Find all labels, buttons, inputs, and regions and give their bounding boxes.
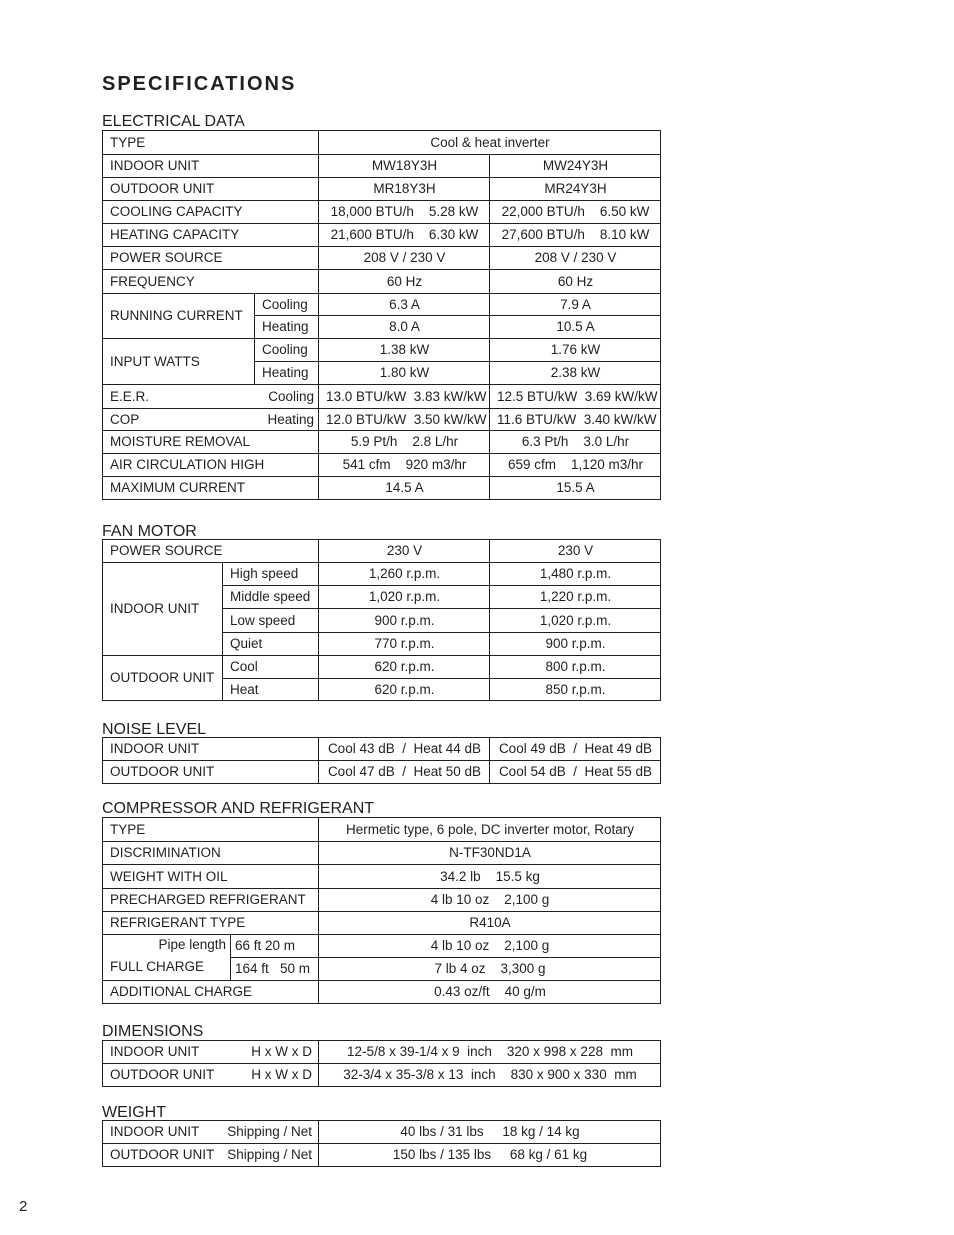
section-title-weight: WEIGHT: [102, 1104, 166, 1121]
value-model-a: 620 r.p.m.: [319, 656, 490, 679]
row-label: POWER SOURCE: [103, 247, 319, 270]
mode-label: Heating: [255, 409, 319, 431]
row-value: 32-3/4 x 35-3/8 x 13 inch 830 x 900 x 330 mm: [319, 1064, 661, 1087]
table-row: [103, 294, 661, 316]
sub-label: Quiet: [223, 633, 319, 656]
row-value: 4 lb 10 oz 2,100 g: [319, 935, 661, 958]
fan-motor-table: [102, 539, 661, 701]
table-row: [103, 270, 661, 294]
value-model-b: 1,220 r.p.m.: [490, 586, 661, 609]
sub-label: Heating: [255, 362, 319, 385]
section-title-compressor: COMPRESSOR AND REFRIGERANT: [102, 800, 375, 817]
value-model-b: 7.9 A: [490, 294, 661, 316]
value-model-a: Cool 47 dB / Heat 50 dB: [319, 761, 490, 784]
value-model-a: 230 V: [319, 540, 490, 563]
value-model-a: 1.38 kW: [319, 339, 490, 362]
value-model-b: 15.5 A: [490, 477, 661, 500]
value-model-b: 2.38 kW: [490, 362, 661, 385]
sub-label: Heat: [223, 679, 319, 701]
pipe-length-value: 164 ft 50 m: [231, 958, 319, 981]
mode-label: Cooling: [255, 385, 319, 409]
table-row: [103, 563, 661, 586]
value-model-a: 60 Hz: [319, 270, 490, 294]
table-row: [103, 889, 661, 912]
value-model-b: 1,020 r.p.m.: [490, 609, 661, 633]
row-label: MOISTURE REMOVAL: [103, 431, 319, 454]
row-label: [103, 1064, 319, 1087]
value-model-b: 1.76 kW: [490, 339, 661, 362]
value-model-b: 60 Hz: [490, 270, 661, 294]
sub-label: Low speed: [223, 609, 319, 633]
page-title: SPECIFICATIONS: [102, 73, 297, 95]
row-value: 150 lbs / 135 lbs 68 kg / 61 kg: [319, 1144, 661, 1167]
value-model-b: 900 r.p.m.: [490, 633, 661, 656]
value-model-a: 13.0 BTU/kW 3.83 kW/kW: [319, 385, 490, 409]
row-label: AIR CIRCULATION HIGH: [103, 454, 319, 477]
row-label: COP: [103, 409, 255, 431]
value-model-a: 5.9 Pt/h 2.8 L/hr: [319, 431, 490, 454]
value-model-b: 10.5 A: [490, 316, 661, 339]
value-model-b: 22,000 BTU/h 6.50 kW: [490, 201, 661, 224]
full-charge-label: FULL CHARGE: [110, 959, 205, 974]
row-value: R410A: [319, 912, 661, 935]
row-label: [103, 1041, 319, 1064]
value-model-b: MW24Y3H: [490, 155, 661, 178]
row-value: 40 lbs / 31 lbs 18 kg / 14 kg: [319, 1121, 661, 1144]
table-row: [103, 339, 661, 362]
table-row: [103, 865, 661, 889]
table-row: [103, 201, 661, 224]
table-row: [103, 1144, 661, 1167]
pipe-length-value: 66 ft 20 m: [231, 935, 319, 958]
row-label: TYPE: [103, 818, 319, 842]
table-row: [103, 656, 661, 679]
value-model-a: 8.0 A: [319, 316, 490, 339]
value-model-a: MW18Y3H: [319, 155, 490, 178]
weight-table: [102, 1120, 661, 1167]
value-model-a: MR18Y3H: [319, 178, 490, 201]
row-label: RUNNING CURRENT: [103, 294, 255, 339]
section-title-electrical: ELECTRICAL DATA: [102, 113, 245, 130]
dimensions-table: [102, 1040, 661, 1087]
table-row: [103, 224, 661, 247]
table-row: [103, 935, 661, 958]
noise-level-table: [102, 737, 661, 784]
table-row: [103, 155, 661, 178]
value-model-a: 1.80 kW: [319, 362, 490, 385]
unit-label: OUTDOOR UNIT: [110, 1067, 215, 1082]
row-value: 0.43 oz/ft 40 g/m: [319, 981, 661, 1004]
section-title-dimensions: DIMENSIONS: [102, 1023, 204, 1040]
row-label: WEIGHT WITH OIL: [103, 865, 319, 889]
table-row: [103, 1121, 661, 1144]
table-row: [103, 1064, 661, 1087]
value-model-a: 541 cfm 920 m3/hr: [319, 454, 490, 477]
row-value: N-TF30ND1A: [319, 842, 661, 865]
value-model-b: 12.5 BTU/kW 3.69 kW/kW: [490, 385, 661, 409]
value-model-a: Cool 43 dB / Heat 44 dB: [319, 738, 490, 761]
hwd-label: H x W x D: [251, 1067, 312, 1082]
table-row: [103, 912, 661, 935]
hwd-label: H x W x D: [251, 1044, 312, 1059]
value-model-a: 208 V / 230 V: [319, 247, 490, 270]
value-model-a: 6.3 A: [319, 294, 490, 316]
table-row: [103, 385, 661, 409]
value-model-a: 770 r.p.m.: [319, 633, 490, 656]
unit-label: OUTDOOR UNIT: [110, 1147, 215, 1162]
shipping-net-label: Shipping / Net: [227, 1124, 312, 1139]
table-row: [103, 247, 661, 270]
table-row: [103, 431, 661, 454]
pipe-length-label: Pipe length: [158, 937, 226, 952]
table-row: [103, 1041, 661, 1064]
value-model-b: 230 V: [490, 540, 661, 563]
value-model-a: 21,600 BTU/h 6.30 kW: [319, 224, 490, 247]
full-charge-label-cell: [103, 935, 231, 981]
row-label: TYPE: [103, 131, 319, 155]
value-model-a: 12.0 BTU/kW 3.50 kW/kW: [319, 409, 490, 431]
row-label: PRECHARGED REFRIGERANT: [103, 889, 319, 912]
row-label: [103, 1121, 319, 1144]
row-label: ADDITIONAL CHARGE: [103, 981, 319, 1004]
table-row: [103, 409, 661, 431]
shipping-net-label: Shipping / Net: [227, 1147, 312, 1162]
row-label: [103, 1144, 319, 1167]
table-row: [103, 131, 661, 155]
value-model-b: MR24Y3H: [490, 178, 661, 201]
sub-label: Heating: [255, 316, 319, 339]
table-row: [103, 454, 661, 477]
sub-label: Cooling: [255, 294, 319, 316]
value-model-b: Cool 54 dB / Heat 55 dB: [490, 761, 661, 784]
row-label: DISCRIMINATION: [103, 842, 319, 865]
page-number: 2: [19, 1198, 28, 1215]
value-model-b: 1,480 r.p.m.: [490, 563, 661, 586]
row-label: MAXIMUM CURRENT: [103, 477, 319, 500]
unit-label: INDOOR UNIT: [110, 1044, 200, 1059]
section-title-noise-level: NOISE LEVEL: [102, 721, 207, 738]
row-label: INDOOR UNIT: [103, 738, 319, 761]
value-model-b: 850 r.p.m.: [490, 679, 661, 701]
value-model-b: 659 cfm 1,120 m3/hr: [490, 454, 661, 477]
table-row: [103, 842, 661, 865]
sub-label: Middle speed: [223, 586, 319, 609]
value-model-a: 620 r.p.m.: [319, 679, 490, 701]
value-model-b: Cool 49 dB / Heat 49 dB: [490, 738, 661, 761]
sub-label: Cooling: [255, 339, 319, 362]
row-label: INDOOR UNIT: [103, 155, 319, 178]
value-model-b: 27,600 BTU/h 8.10 kW: [490, 224, 661, 247]
value-model-a: 1,020 r.p.m.: [319, 586, 490, 609]
row-label: REFRIGERANT TYPE: [103, 912, 319, 935]
compressor-table: [102, 817, 661, 1004]
row-label: OUTDOOR UNIT: [103, 178, 319, 201]
row-value: 34.2 lb 15.5 kg: [319, 865, 661, 889]
row-label: COOLING CAPACITY: [103, 201, 319, 224]
row-value: Cool & heat inverter: [319, 131, 661, 155]
row-value: 4 lb 10 oz 2,100 g: [319, 889, 661, 912]
section-title-fan-motor: FAN MOTOR: [102, 523, 197, 540]
value-model-b: 6.3 Pt/h 3.0 L/hr: [490, 431, 661, 454]
sub-label: Cool: [223, 656, 319, 679]
row-value: 12-5/8 x 39-1/4 x 9 inch 320 x 998 x 228 mm: [319, 1041, 661, 1064]
value-model-b: 800 r.p.m.: [490, 656, 661, 679]
electrical-data-table: [102, 130, 661, 500]
table-row: [103, 981, 661, 1004]
table-row: [103, 738, 661, 761]
value-model-b: 11.6 BTU/kW 3.40 kW/kW: [490, 409, 661, 431]
sub-label: High speed: [223, 563, 319, 586]
table-row: [103, 477, 661, 500]
row-label: INDOOR UNIT: [103, 563, 223, 656]
row-value: 7 lb 4 oz 3,300 g: [319, 958, 661, 981]
value-model-a: 14.5 A: [319, 477, 490, 500]
table-row: [103, 540, 661, 563]
row-label: INPUT WATTS: [103, 339, 255, 385]
row-label: HEATING CAPACITY: [103, 224, 319, 247]
row-value: Hermetic type, 6 pole, DC inverter motor, Rotary: [319, 818, 661, 842]
table-row: [103, 761, 661, 784]
row-label: FREQUENCY: [103, 270, 319, 294]
value-model-a: 900 r.p.m.: [319, 609, 490, 633]
row-label: OUTDOOR UNIT: [103, 656, 223, 701]
table-row: [103, 178, 661, 201]
value-model-a: 18,000 BTU/h 5.28 kW: [319, 201, 490, 224]
value-model-b: 208 V / 230 V: [490, 247, 661, 270]
value-model-a: 1,260 r.p.m.: [319, 563, 490, 586]
row-label: E.E.R.: [103, 385, 255, 409]
unit-label: INDOOR UNIT: [110, 1124, 200, 1139]
row-label: OUTDOOR UNIT: [103, 761, 319, 784]
row-label: POWER SOURCE: [103, 540, 319, 563]
table-row: [103, 818, 661, 842]
